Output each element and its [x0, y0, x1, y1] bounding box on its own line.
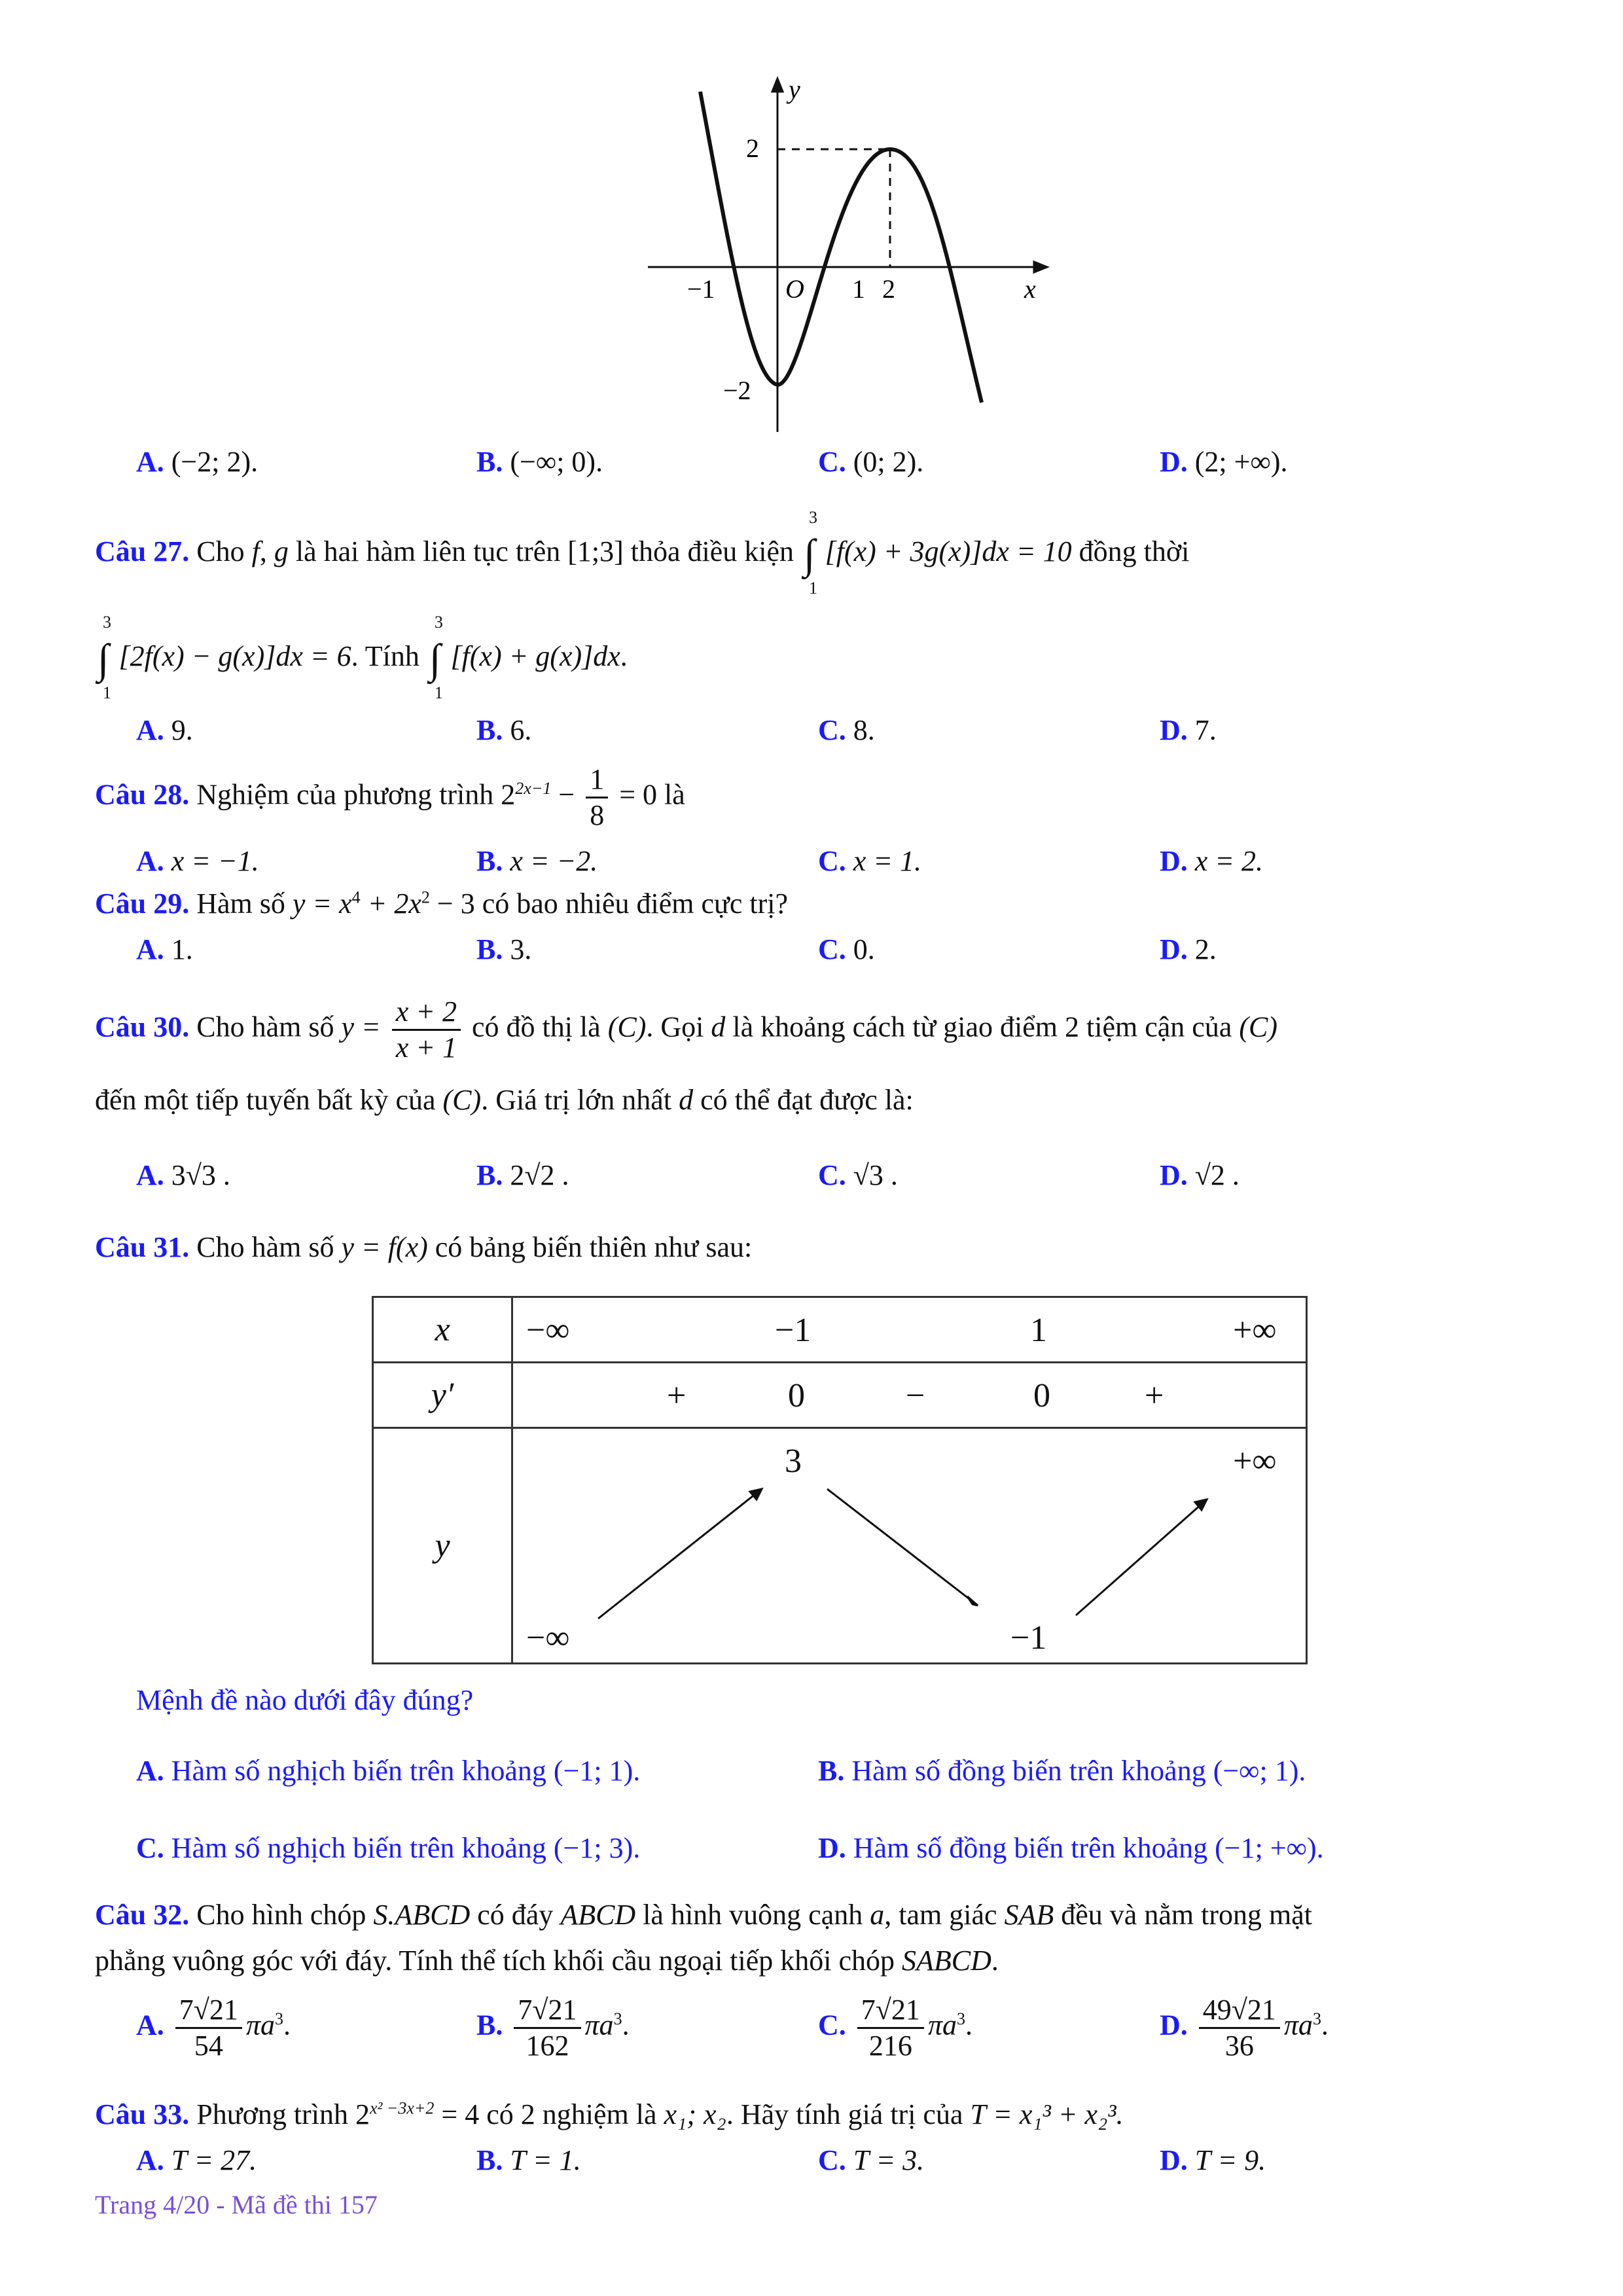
x-values-row — [512, 1297, 1307, 1363]
integral-sign: ∫ 3 1 — [804, 508, 818, 598]
q26-option-c[interactable]: C. (0; 2). — [818, 446, 924, 478]
tick-y-2: 2 — [746, 134, 759, 163]
x-val-plus-inf: +∞ — [1233, 1312, 1277, 1349]
fraction: $\frac{x + 2}{x + 1}$ — [392, 995, 461, 1065]
q30-option-c[interactable]: C. √3 . — [818, 1159, 898, 1191]
q30-option-b[interactable]: B. 2√2 . — [476, 1159, 569, 1191]
row-label-x: x — [373, 1297, 512, 1363]
y-val-min: −1 — [1010, 1619, 1047, 1657]
sign-plus-1: + — [667, 1377, 687, 1414]
cubic-curve — [700, 92, 982, 403]
integral-sign: ∫ 3 1 — [429, 613, 443, 702]
q29-option-d[interactable]: D. 2. — [1160, 933, 1217, 965]
q27-stem-line1: Câu 27. Cho f, g là hai hàm liên tục trên [1;3] thỏa điều kiện ∫ 3 1 [f(x) + 3g(x)]dx = 10 đồng thời — [95, 508, 1190, 598]
question-number: Câu 31. — [95, 1231, 190, 1263]
q32-option-d[interactable]: D. $\frac{49√21}{36}$ $\pi a^3$. — [1160, 1994, 1329, 2062]
tick-x-1: 1 — [852, 274, 865, 304]
tick-x-m1: −1 — [687, 274, 715, 304]
axis-label-x: x — [1024, 274, 1036, 304]
q29-option-b[interactable]: B. 3. — [476, 933, 532, 965]
q28-option-d[interactable]: D. x = 2. — [1160, 845, 1264, 877]
q32-option-a[interactable]: A. $\frac{7√21}{54}$ $\pi a^3$. — [136, 1994, 291, 2062]
q32-stem-line1: Câu 32. Cho hình chóp S.ABCD có đáy ABCD là hình vuông cạnh a, tam giác SAB đều và nằm trong mặt — [95, 1899, 1312, 1931]
q27-option-a[interactable]: A. 9. — [136, 714, 193, 746]
q32-option-c[interactable]: C. $\frac{7√21}{216}$ $\pi a^3$. — [818, 1994, 972, 2062]
q33-option-c[interactable]: C. T = 3. — [818, 2144, 925, 2176]
origin-label: O — [785, 274, 804, 304]
q30-stem-line1: Câu 30. Cho hàm số y = $\frac{x + 2}{x + 1}$ có đồ thị là (C). Gọi d là khoảng cách từ giao điểm 2 tiệm cận của (C) — [95, 996, 1278, 1064]
q30-option-a[interactable]: A. 3√3 . — [136, 1159, 230, 1191]
q32-option-b[interactable]: B. $\frac{7√21}{162}$ $\pi a^3$. — [476, 1994, 630, 2062]
q28-option-c[interactable]: C. x = 1. — [818, 845, 922, 877]
q29-option-a[interactable]: A. 1. — [136, 933, 193, 965]
q28-stem: Câu 28. Nghiệm của phương trình $2^{2x-1}$ − $\frac{1}{8}$ = 0 là — [95, 763, 685, 831]
y-val-plus-inf: +∞ — [1233, 1443, 1277, 1480]
row-label-dy: y′ — [373, 1363, 512, 1428]
y-val-max: 3 — [785, 1443, 802, 1480]
tick-x-2: 2 — [882, 274, 895, 304]
y-val-minus-inf: −∞ — [526, 1619, 570, 1657]
question-number: Câu 33. — [95, 2098, 190, 2130]
question-number: Câu 29. — [95, 888, 190, 920]
fraction: $\frac{1}{8}$ — [586, 762, 608, 833]
q27-option-c[interactable]: C. 8. — [818, 714, 875, 746]
row-label-y: y — [373, 1428, 512, 1664]
q33-option-b[interactable]: B. T = 1. — [476, 2144, 581, 2176]
question-number: Câu 27. — [95, 535, 190, 568]
integral-sign: ∫ 3 1 — [98, 613, 111, 702]
question-number: Câu 28. — [95, 778, 190, 811]
x-val-minus-1: −1 — [775, 1312, 812, 1349]
tick-y-m2: −2 — [723, 376, 751, 405]
q28-option-a[interactable]: A. x = −1. — [136, 845, 259, 877]
q33-option-d[interactable]: D. T = 9. — [1160, 2144, 1266, 2176]
axis-label-y: y — [789, 75, 800, 104]
question-number: Câu 32. — [95, 1899, 190, 1931]
q26-option-a[interactable]: A. (−2; 2). — [136, 446, 259, 478]
x-val-minus-inf: −∞ — [526, 1312, 570, 1349]
q33-stem: Câu 33. Phương trình $2^{x^2 -3x+2} = 4$ có 2 nghiệm là x₁; x₂. Hãy tính giá trị của T = x₁³ + x₂³. — [95, 2098, 1124, 2130]
y-values-row — [512, 1428, 1307, 1664]
q31-stem: Câu 31. Cho hàm số y = f(x) có bảng biến thiên như sau: — [95, 1231, 753, 1263]
q33-option-a[interactable]: A. T = 27. — [136, 2144, 257, 2176]
page-footer: Trang 4/20 - Mã đề thi 157 — [95, 2190, 378, 2219]
q31-option-c[interactable]: C. Hàm số nghịch biến trên khoảng (−1; 3). — [136, 1832, 641, 1864]
q27-stem-line2: ∫ 3 1 [2f(x) − g(x)]dx = 6. Tính ∫ 3 1 [f(x) + g(x)]dx. — [98, 613, 628, 702]
q26-option-d[interactable]: D. (2; +∞). — [1160, 446, 1288, 478]
q26-option-b[interactable]: B. (−∞; 0). — [476, 446, 603, 478]
q27-option-d[interactable]: D. 7. — [1160, 714, 1217, 746]
question-number: Câu 30. — [95, 1011, 190, 1043]
q27-option-b[interactable]: B. 6. — [476, 714, 532, 746]
sign-zero-2: 0 — [1033, 1377, 1050, 1414]
sign-minus: − — [906, 1377, 925, 1414]
q32-stem-line2: phẳng vuông góc với đáy. Tính thể tích khối cầu ngoại tiếp khối chóp SABCD. — [95, 1945, 999, 1977]
q29-option-c[interactable]: C. 0. — [818, 933, 875, 965]
x-val-1: 1 — [1030, 1312, 1047, 1349]
variation-arrows — [513, 1429, 1308, 1664]
q30-option-d[interactable]: D. √2 . — [1160, 1159, 1240, 1191]
q31-prompt: Mệnh đề nào dưới đây đúng? — [136, 1684, 474, 1716]
q29-stem: Câu 29. Hàm số $y = x^4 + 2x^2 - 3$ có bao nhiêu điểm cực trị? — [95, 888, 789, 920]
q31-option-b[interactable]: B. Hàm số đồng biến trên khoảng (−∞; 1). — [818, 1755, 1306, 1787]
q30-stem-line2: đến một tiếp tuyến bất kỳ của (C). Giá trị lớn nhất d có thể đạt được là: — [95, 1084, 914, 1116]
sign-row — [512, 1363, 1307, 1428]
sign-zero-1: 0 — [788, 1377, 805, 1414]
q28-option-b[interactable]: B. x = −2. — [476, 845, 598, 877]
q31-option-a[interactable]: A. Hàm số nghịch biến trên khoảng (−1; 1). — [136, 1755, 641, 1787]
sign-plus-2: + — [1145, 1377, 1164, 1414]
q31-option-d[interactable]: D. Hàm số đồng biến trên khoảng (−1; +∞). — [818, 1832, 1324, 1864]
variation-table — [372, 1296, 1308, 1664]
function-graph — [641, 72, 1060, 439]
